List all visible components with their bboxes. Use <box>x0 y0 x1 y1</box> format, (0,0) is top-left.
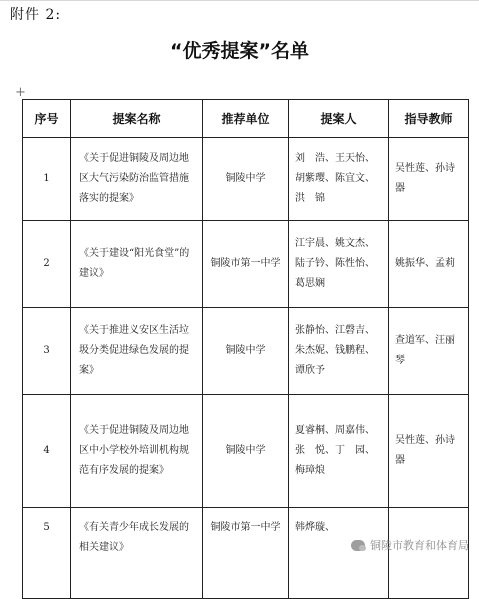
advisor: 吴性莲、孙诗器 <box>389 138 469 221</box>
row-number: 4 <box>23 395 71 508</box>
recommending-unit: 铜陵中学 <box>203 138 289 221</box>
table-move-handle-icon[interactable]: + <box>15 85 26 100</box>
top-border-line <box>0 0 479 1</box>
recommending-unit: 铜陵市第一中学 <box>203 221 289 308</box>
proposal-name: 《关于推进义安区生活垃圾分类促进绿色发展的提案》 <box>71 308 203 395</box>
watermark-text: 铜陵市教育和体育局 <box>370 539 469 552</box>
row-number: 2 <box>23 221 71 308</box>
proposal-name: 《关于促进铜陵及周边地区中小学校外培训机构规范有序发展的提案》 <box>71 395 203 508</box>
proposers: 刘 浩、王天怡、胡紫璎、陈宜文、洪 锦 <box>289 138 389 221</box>
row-number: 5 <box>23 508 71 599</box>
table-row <box>23 508 469 599</box>
advisor: 姚振华、孟莉 <box>389 221 469 308</box>
proposers: 夏睿桐、周嘉伟、张 悦、丁 园、梅璋烺 <box>289 395 389 508</box>
source-watermark <box>351 537 469 553</box>
advisor: 吴性莲、孙诗器 <box>389 395 469 508</box>
header-proposers: 提案人 <box>289 100 389 138</box>
header-number: 序号 <box>23 100 71 138</box>
attachment-label: 附件 2: <box>10 7 62 23</box>
proposers: 江宇晨、姚文杰、陆子钤、陈性怡、葛思娴 <box>289 221 389 308</box>
row-number: 3 <box>23 308 71 395</box>
header-advisor: 指导教师 <box>389 100 469 138</box>
table-row <box>23 395 469 508</box>
document-title: “优秀提案”名单 <box>170 40 309 62</box>
table-row <box>23 138 469 221</box>
recommending-unit: 铜陵中学 <box>203 395 289 508</box>
excellent-proposals-table <box>22 99 469 599</box>
header-recommending-unit: 推荐单位 <box>203 100 289 138</box>
header-proposal-name: 提案名称 <box>71 100 203 138</box>
recommending-unit: 铜陵市第一中学 <box>203 508 289 599</box>
advisor <box>389 508 469 599</box>
recommending-unit: 铜陵中学 <box>203 308 289 395</box>
proposal-name: 《有关青少年成长发展的相关建议》 <box>71 508 203 599</box>
proposers: 张静怡、江磬吉、朱杰妮、钱鹏程、谭欣予 <box>289 308 389 395</box>
chat-bubble-icon <box>351 540 365 551</box>
proposers: 韩烨璇、 <box>289 508 389 599</box>
table-header-row <box>23 100 469 138</box>
table-row <box>23 221 469 308</box>
proposal-name: 《关于促进铜陵及周边地区大气污染防治监管措施落实的提案》 <box>71 138 203 221</box>
table-row <box>23 308 469 395</box>
row-number: 1 <box>23 138 71 221</box>
proposal-name: 《关于建设“阳光食堂”的建议》 <box>71 221 203 308</box>
advisor: 查道军、汪丽琴 <box>389 308 469 395</box>
